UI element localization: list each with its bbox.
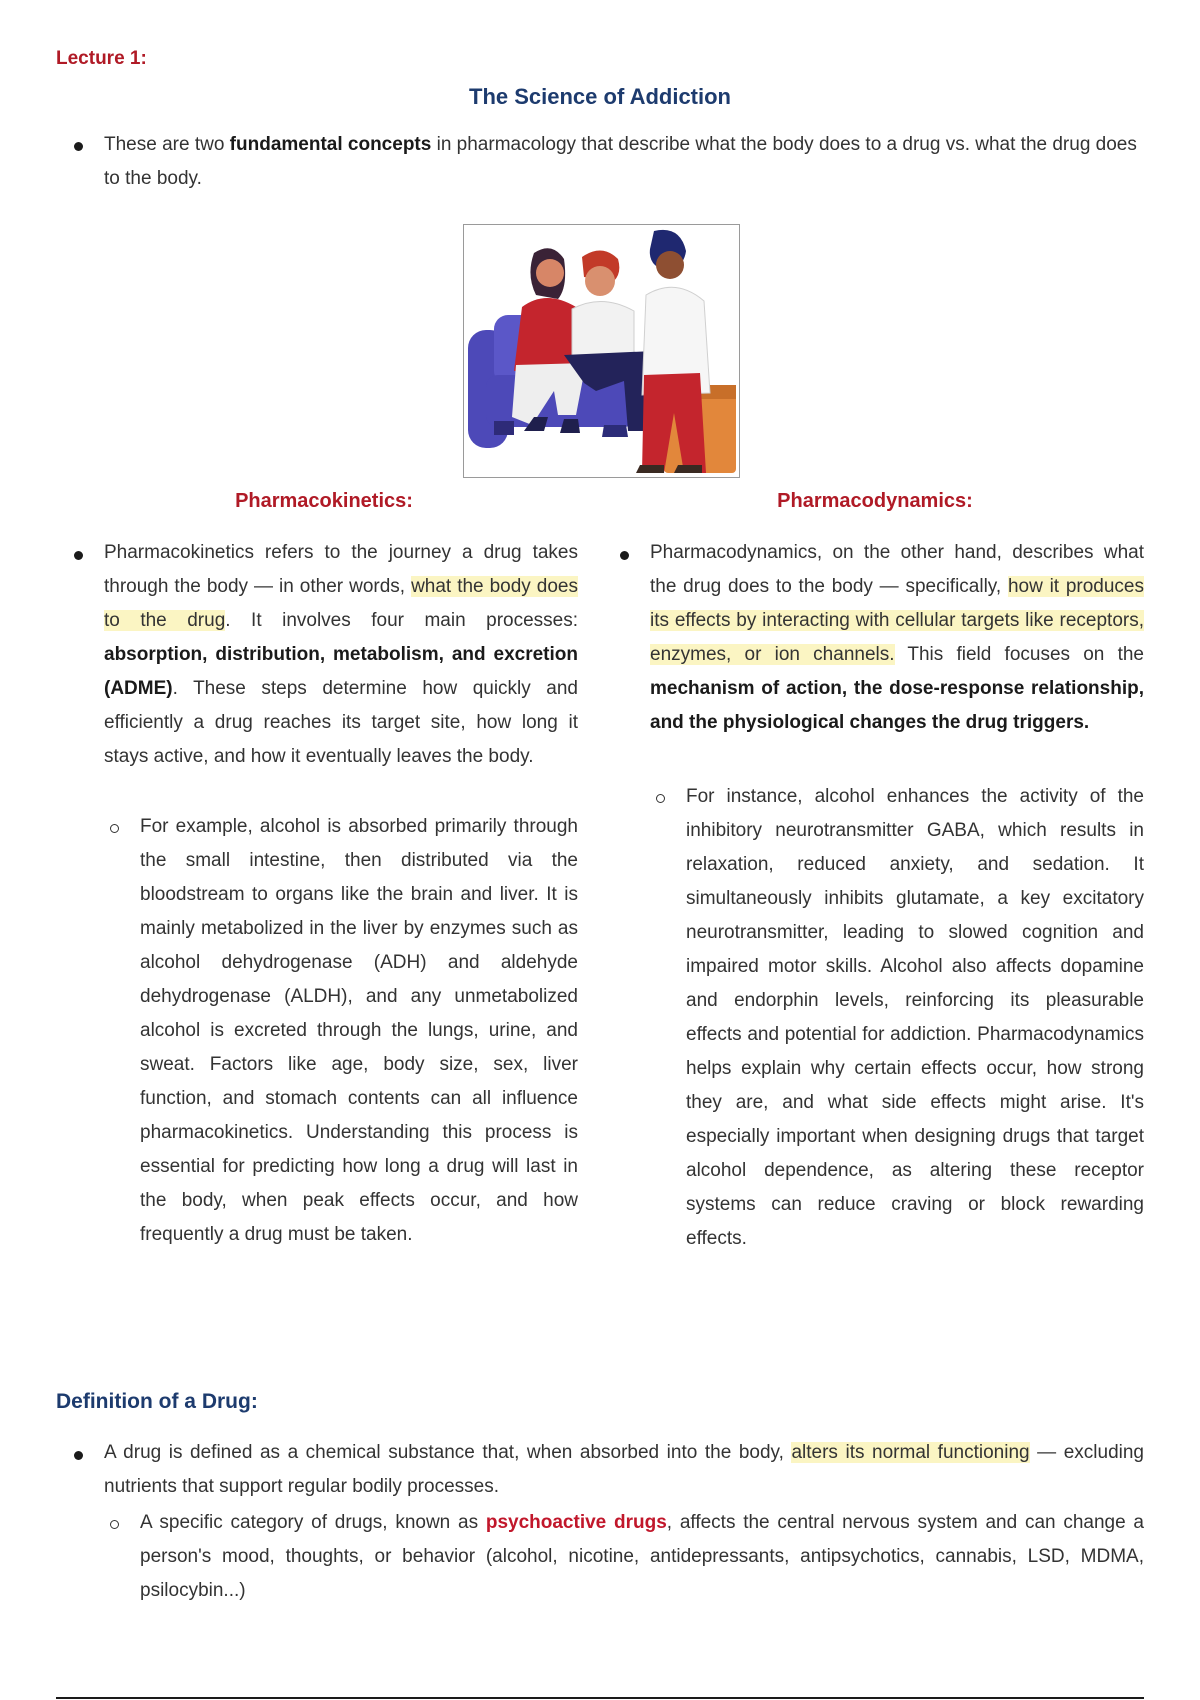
bullet-circle-icon [110, 824, 119, 833]
definition-sub-bullet [110, 1506, 1144, 1608]
psychoactive-drugs-term: psychoactive drugs [485, 1512, 667, 1533]
intro-text-2: in pharmacology that describe what the body does to a drug vs. what the drug does to the body. [104, 134, 1137, 189]
pk-sub-bullet [110, 810, 578, 1252]
intro-bullet [74, 128, 1144, 196]
pk-bullet [74, 536, 578, 774]
definition-highlight: alters its normal functioning [791, 1442, 1030, 1463]
bullet-dot-icon [74, 551, 83, 560]
lecture-label: Lecture 1: [56, 48, 147, 69]
intro-paragraph [104, 128, 1144, 196]
pharmacokinetics-heading: Pharmacokinetics: [235, 490, 413, 512]
pk-text-3: . These steps determine how quickly and efficiently a drug reaches its target site, how long it stays active, and how it eventually leaves the body. [104, 678, 578, 767]
definition-sub-paragraph [140, 1506, 1144, 1608]
pk-text-2: . It involves four main processes: [225, 610, 579, 631]
definition-paragraph [104, 1436, 1144, 1504]
pd-paragraph [650, 536, 1144, 740]
pk-bold: absorption, distribution, metabolism, and excretion (ADME) [104, 644, 578, 699]
pk-highlight: what the body does to the drug [104, 576, 578, 631]
pd-sub-bullet [656, 780, 1144, 1256]
people-talking-icon [464, 225, 739, 477]
definition-heading: Definition of a Drug: [56, 1390, 258, 1413]
definition-bullet [74, 1436, 1144, 1504]
pd-bullet [620, 536, 1144, 740]
page-bottom-rule [56, 1697, 1144, 1699]
definition-sub-text-1: A specific category of drugs, known as [140, 1512, 486, 1533]
intro-text-1: These are two [104, 134, 230, 155]
intro-bold: fundamental concepts [229, 134, 432, 155]
bullet-dot-icon [74, 142, 83, 151]
pk-text-1: Pharmacokinetics refers to the journey a drug takes through the body — in other words, [104, 542, 578, 597]
definition-text-1: A drug is defined as a chemical substance that, when absorbed into the body, [104, 1442, 792, 1463]
bullet-circle-icon [656, 794, 665, 803]
bullet-circle-icon [110, 1520, 119, 1529]
people-talking-illustration [463, 224, 740, 478]
pd-highlight: how it produces its effects by interacting with cellular targets like receptors, enzymes, or ion channels. [650, 576, 1144, 665]
pd-text-2: This field focuses on the [894, 644, 1144, 665]
pharmacodynamics-heading: Pharmacodynamics: [777, 490, 973, 512]
pd-bold: mechanism of action, the dose-response relationship, and the physiological changes the drug triggers. [650, 678, 1144, 733]
page-title: The Science of Addiction [469, 84, 731, 109]
definition-text-2: — excluding nutrients that support regular bodily processes. [104, 1442, 1144, 1497]
pk-sub-paragraph: For example, alcohol is absorbed primarily through the small intestine, then distributed via the bloodstream to organs like the brain and liver. It is mainly metabolized in the liver by enzymes such as alcohol dehydrogenase (ADH) and aldehyde dehydrogenase (ALDH), and any unmetabolized alcohol is excreted through the lungs, urine, and sweat. Factors like age, body size, sex, liver function, and stomach contents can all influence pharmacokinetics. Understanding this process is essential for predicting how long a drug will last in the body, when peak effects occur, and how frequently a drug must be taken. [140, 816, 578, 1245]
pk-paragraph [104, 536, 578, 774]
pd-text-1: Pharmacodynamics, on the other hand, describes what the drug does to the body — specifically, [650, 542, 1144, 597]
bullet-dot-icon [74, 1451, 83, 1460]
pd-sub-paragraph: For instance, alcohol enhances the activity of the inhibitory neurotransmitter GABA, which results in relaxation, reduced anxiety, and sedation. It simultaneously inhibits glutamate, a key excitatory neurotransmitter, leading to slowed cognition and impaired motor skills. Alcohol also affects dopamine and endorphin levels, reinforcing its pleasurable effects and potential for addiction. Pharmacodynamics helps explain why certain effects occur, how strong they are, and what side effects might arise. It's especially important when designing drugs that target alcohol dependence, as altering these receptor systems can reduce craving or block rewarding effects. [686, 786, 1144, 1249]
definition-sub-text-2: , affects the central nervous system and can change a person's mood, thoughts, or behavior (alcohol, nicotine, antidepressants, antipsychotics, cannabis, LSD, MDMA, psilocybin...) [140, 1512, 1144, 1601]
bullet-dot-icon [620, 551, 629, 560]
